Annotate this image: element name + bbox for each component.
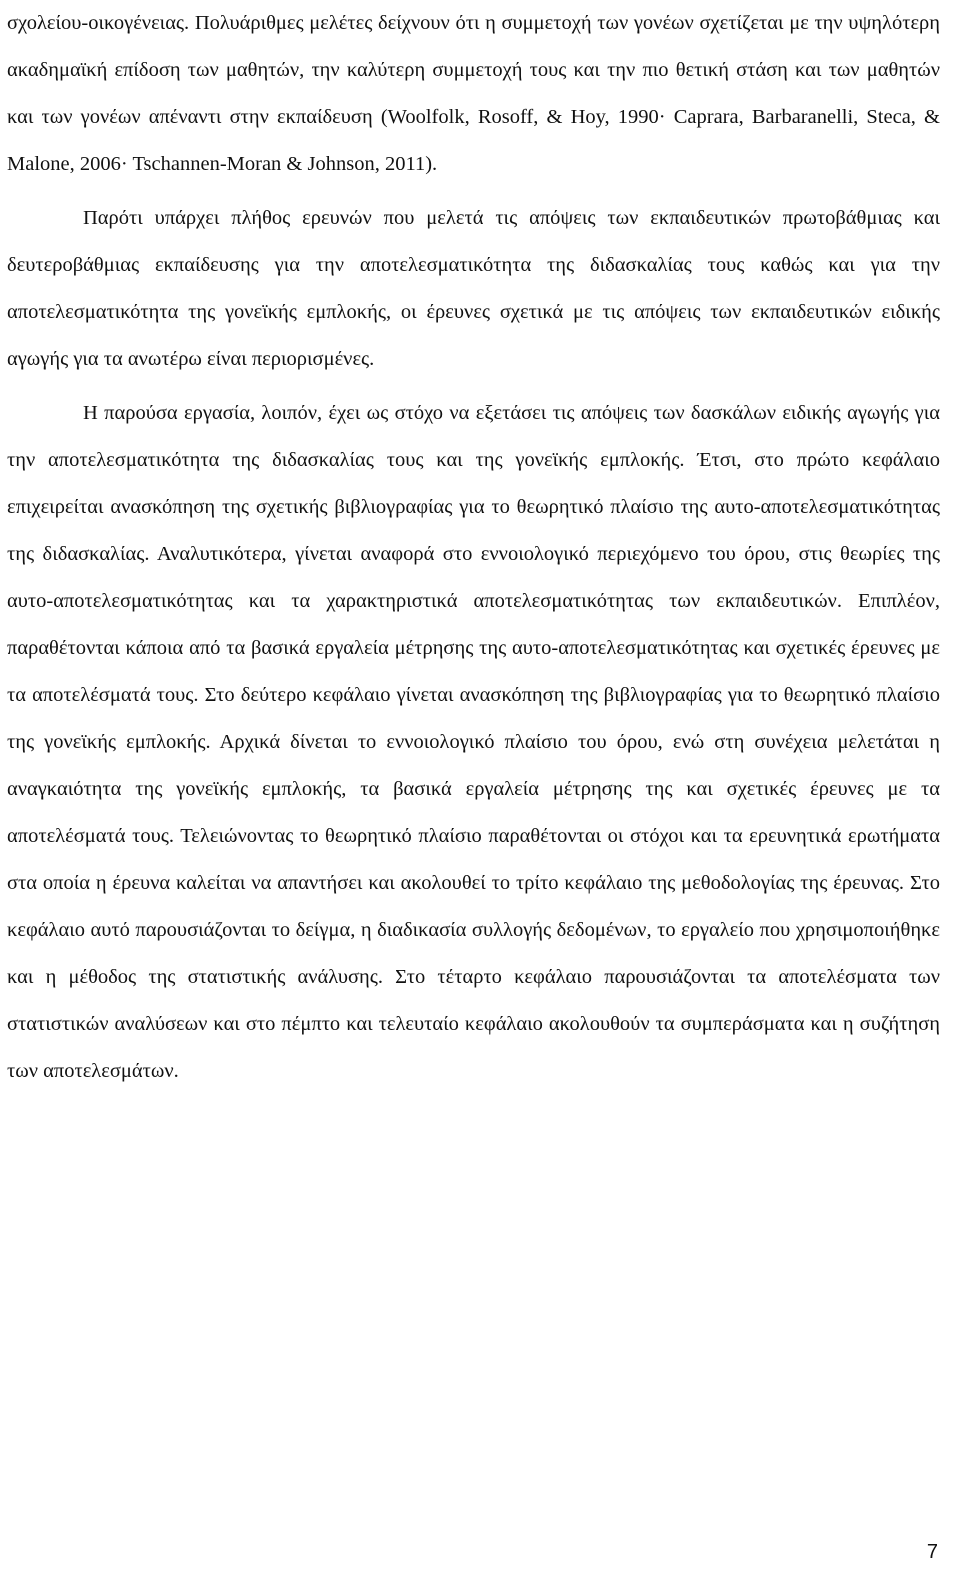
paragraph-thesis-outline: Η παρούσα εργασία, λοιπόν, έχει ως στόχο να εξετάσει τις απόψεις των δασκάλων ειδικής αγωγής για την αποτελεσματικότητα της διδασκαλίας τους και της γονεϊκής εμπλοκής. Έτσι, στο πρώτο κεφάλαιο επιχειρείται ανασκόπηση της σχετικής βιβλιογραφίας για το θεωρητικό πλαίσιο της αυτο-αποτελεσματικότητας της διδασκαλίας. Αναλυτικότερα, γίνεται αναφορά στο εννοιολογικό περιεχόμενο του όρου, στις θεωρίες της αυτο-αποτελεσματικότητας και τα χαρακτηριστικά αποτελεσματικότητας των εκπαιδευτικών. Επιπλέον, παραθέτονται κάποια από τα βασικά εργαλεία μέτρησης της αυτο-αποτελεσματικότητας και σχετικές έρευνες με τα αποτελέσματά τους. Στο δεύτερο κεφάλαιο γίνεται ανασκόπηση της βιβλιογραφίας για το θεωρητικό πλαίσιο της γονεϊκής εμπλοκής. Αρχικά δίνεται το εννοιολογικό πλαίσιο του όρου, ενώ στη συνέχεια μελετάται η αναγκαιότητα της γονεϊκής εμπλοκής, τα βασικά εργαλεία μέτρησης της και σχετικές έρευνες με τα αποτελέσματά τους. Τελειώνοντας το θεωρητικό πλαίσιο παραθέτονται οι στόχοι και τα ερευνητικά ερωτήματα στα οποία η έρευνα καλείται να απαντήσει και ακολουθεί το τρίτο κεφάλαιο της μεθοδολογίας της έρευνας. Στο κεφάλαιο αυτό παρουσιάζονται το δείγμα, η διαδικασία συλλογής δεδομένων, το εργαλείο που χρησιμοποιήθηκε και η μέθοδος της στατιστικής ανάλυσης. Στο τέταρτο κεφάλαιο παρουσιάζονται τα αποτελέσματα των στατιστικών αναλύσεων και στο πέμπτο και τελευταίο κεφάλαιο ακολουθούν τα συμπεράσματα και η συζήτηση των αποτελεσμάτων.: [7, 402, 940, 1082]
body-text: [7, 0, 940, 1095]
paragraph-research-gap: Παρότι υπάρχει πλήθος ερευνών που μελετά τις απόψεις των εκπαιδευτικών πρωτοβάθμιας και δευτεροβάθμιας εκπαίδευσης για την αποτελεσματικότητα της διδασκαλίας τους καθώς και για την αποτελεσματικότητα της γονεϊκής εμπλοκής, οι έρευνες σχετικά με τις απόψεις των εκπαιδευτικών ειδικής αγωγής για τα ανωτέρω είναι περιορισμένες.: [7, 207, 940, 370]
page-number: 7: [926, 1541, 938, 1563]
paragraph-continuation: σχολείου-οικογένειας. Πολυάριθμες μελέτες δείχνουν ότι η συμμετοχή των γονέων σχετίζεται με την υψηλότερη ακαδημαϊκή επίδοση των μαθητών, την καλύτερη συμμετοχή τους και την πιο θετική στάση και των μαθητών και των γονέων απέναντι στην εκπαίδευση (Woolfolk, Rosoff, & Hoy, 1990· Caprara, Barbaranelli, Steca, & Malone, 2006· Tschannen-Moran & Johnson, 2011).: [7, 12, 940, 175]
